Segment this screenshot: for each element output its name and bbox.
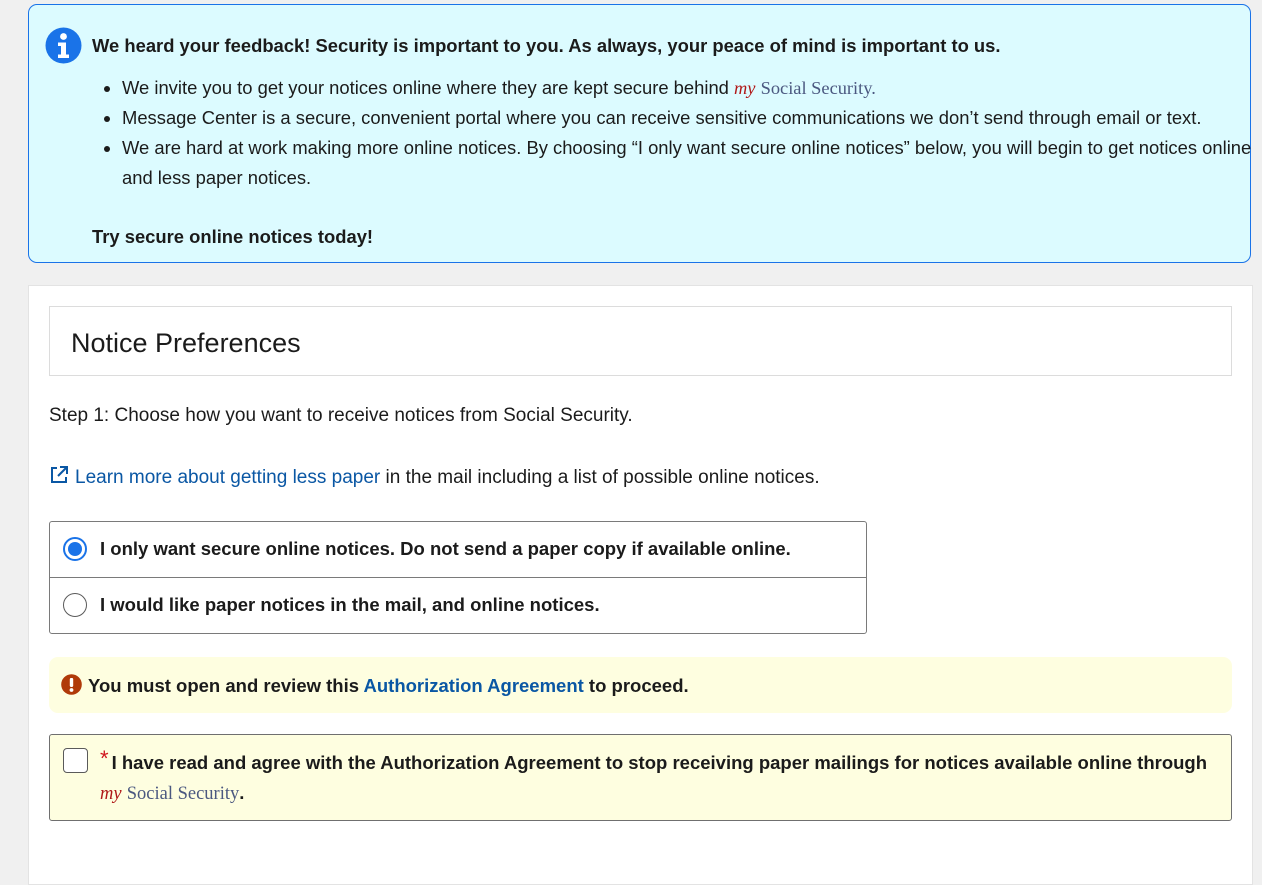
list-item: • We are hard at work making more online notices. By choosing “I only want secure online notices” below, you will begin to get notices online and less paper notices. <box>122 133 1262 193</box>
card-header <box>49 306 1232 376</box>
brand-social-security: Social Security <box>760 78 872 98</box>
radio-option-online-only[interactable] <box>50 522 866 578</box>
exclamation-circle-icon <box>61 674 82 695</box>
learn-more-link[interactable]: Learn more about getting less paper <box>75 467 381 488</box>
list-item: • Message Center is a secure, convenient portal where you can receive sensitive communications we don’t send through email or text. <box>122 103 1262 133</box>
brand-my: my <box>734 78 756 98</box>
list-item: • We invite you to get your notices online where they are kept secure behind my Social Security. <box>122 73 1262 103</box>
brand-social-security: Social Security <box>126 784 240 804</box>
required-marker: * <box>100 746 109 771</box>
info-icon <box>45 27 82 64</box>
authorization-agreement-link[interactable]: Authorization Agreement <box>363 675 584 696</box>
notice-option-radio-group <box>49 521 867 634</box>
info-alert-list <box>97 73 1262 193</box>
radio-option-paper-and-online[interactable] <box>50 578 866 634</box>
info-alert-cta: Try secure online notices today! <box>92 226 374 247</box>
radio-button-selected[interactable] <box>63 537 87 561</box>
radio-label-online-only[interactable]: I only want secure online notices. Do not send a paper copy if available online. <box>100 538 791 559</box>
notice-preferences-card <box>28 285 1253 885</box>
info-alert-title: We heard your feedback! Security is important to you. As always, your peace of mind is important to us. <box>92 35 1001 56</box>
brand-my: my <box>100 784 122 804</box>
info-alert <box>28 4 1251 263</box>
external-link-icon[interactable] <box>49 465 69 485</box>
radio-button[interactable] <box>63 593 87 617</box>
warning-alert <box>49 657 1232 713</box>
agreement-label[interactable]: * I have read and agree with the Authorization Agreement to stop receiving paper mailings for notices available online through my Social Security. <box>100 746 1208 804</box>
step-instruction: Step 1: Choose how you want to receive notices from Social Security. <box>49 405 633 426</box>
agreement-checkbox[interactable] <box>63 748 88 773</box>
agreement-checkbox-field <box>49 734 1232 821</box>
page-title: Notice Preferences <box>71 328 301 358</box>
learn-more-line: Learn more about getting less paper in the mail including a list of possible online notices. <box>49 465 820 489</box>
radio-label-paper-and-online[interactable]: I would like paper notices in the mail, and online notices. <box>100 594 600 615</box>
warning-text: You must open and review this Authorization Agreement to proceed. <box>88 675 689 696</box>
